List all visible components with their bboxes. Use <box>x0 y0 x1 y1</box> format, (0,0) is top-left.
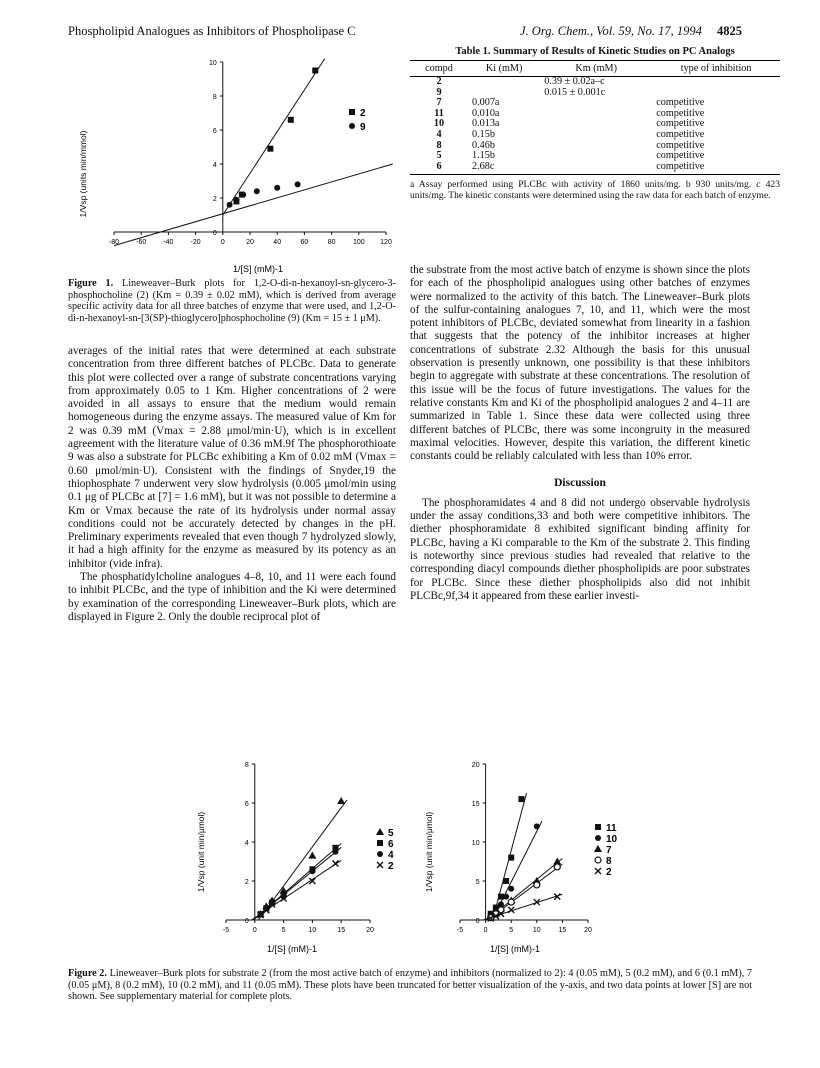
fig1-ylabel: 1/Vsp (units min/mmol) <box>78 130 88 218</box>
point-8 <box>508 899 514 905</box>
legend-label-8: 8 <box>606 856 612 867</box>
journal-citation: J. Org. Chem., Vol. 59, No. 17, 1994 <box>520 24 702 38</box>
cell-ki <box>468 77 540 88</box>
y-tick-label: 6 <box>244 801 249 808</box>
y-tick-label: 6 <box>212 128 217 135</box>
left-paragraph-2: The phosphatidylcholine analogues 4–8, 10, and 11 were each found to inhibit PLCBc, and the type of inhibition and the Ki were determined by examination of the corresponding Lineweaver–Burk plots, which are displayed in Figure 2. Only the double reciprocal plot of <box>68 571 396 623</box>
fig2a-ylabel: 1/Vsp (unit min/μmol) <box>196 811 206 893</box>
point-8 <box>534 882 540 888</box>
cell-type: competitive <box>656 118 705 130</box>
point-5 <box>308 852 316 859</box>
legend-marker-6 <box>377 840 383 846</box>
cell-compd: 8 <box>436 139 442 151</box>
point-9 <box>233 197 239 203</box>
figure-1-caption-text: Lineweaver–Burk plots for 1,2-O-di-n-hexanoyl-sn-glycero-3-phosphocholine (2) (Km = 0.39 ± 0.02 mM), which is derived from average specific activity data for all three batches of enzyme that were used, and 1,2-O-di-n-hexanoyl-sn-[3(SP)-thioglycero]phosphocholine (9) (Km = 15 ± 1 μM). <box>68 278 396 324</box>
cell-km <box>540 130 652 141</box>
legend-label-5: 5 <box>388 828 394 839</box>
point-4 <box>332 849 338 855</box>
legend-label-4: 4 <box>388 850 394 861</box>
table-row <box>410 119 780 130</box>
page-number: 4825 <box>717 24 742 38</box>
x-tick-label: 40 <box>273 239 282 246</box>
cell-ki: 0.010a <box>472 107 500 119</box>
right-paragraph-2: The phosphoramidates 4 and 8 did not undergo observable hydrolysis under the assay conditions,33 and both were competitive inhibitors. The diether phosphoramidate 8 exhibited significant binding affinity for PLCBc, having a Ki comparable to the Km of the substrate 2. This finding is noteworthy since previous studies had revealed that relative to the corresponding diacyl compounds diether phospholipids are poor substrates for PLCBc. Since these diether phospholipids also did not inhibit PLCBc,9f,34 it appeared from these earlier investi- <box>410 496 750 602</box>
point-2 <box>332 860 338 866</box>
table-row <box>410 162 780 175</box>
point-4 <box>309 868 315 874</box>
th-km: Km (mM) <box>540 61 652 77</box>
figure-1-label: Figure 1. <box>68 278 114 289</box>
x-tick-label: 0 <box>220 239 225 246</box>
x-tick-label: 60 <box>300 239 309 246</box>
table-row <box>410 130 780 141</box>
legend-marker-8 <box>595 857 601 863</box>
right-column <box>410 264 750 603</box>
x-tick-label: 0 <box>483 927 488 934</box>
y-tick-label: 15 <box>471 801 480 808</box>
x-tick-label: -80 <box>108 239 120 246</box>
figure-1-chart <box>68 44 408 276</box>
x-tick-label: 120 <box>380 239 392 246</box>
cell-type <box>652 77 780 88</box>
legend-marker-2 <box>377 862 383 868</box>
x-tick-label: 5 <box>509 927 514 934</box>
point-9 <box>274 185 280 191</box>
figure-2-label: Figure 2. <box>68 968 107 979</box>
cell-km: 0.39 ± 0.02a–c <box>544 76 605 87</box>
cell-km <box>540 98 652 109</box>
table-row <box>410 98 780 109</box>
legend-label-11: 11 <box>606 823 617 834</box>
x-tick-label: 20 <box>584 927 592 934</box>
legend-marker-5 <box>376 828 384 835</box>
cell-compd: 2 <box>436 76 442 87</box>
cell-type: competitive <box>656 97 705 109</box>
legend-label-2: 2 <box>388 861 394 872</box>
y-tick-label: 8 <box>212 94 217 101</box>
cell-type: competitive <box>656 150 705 162</box>
point-11 <box>508 855 514 861</box>
cell-type: competitive <box>656 139 705 151</box>
x-tick-label: -20 <box>190 239 201 246</box>
cell-compd: 5 <box>436 150 442 162</box>
left-paragraph-1: averages of the initial rates that were determined at each substrate concentration from three different batches of PLCBc. Data to generate this plot were collected over a range of substrate concentrations varying from approximately 0.05 to 1 Km. Higher concentrations of 2 were avoided in all assays to ensure that the medium would remain homogeneous during the enzyme assays. The measured value of Km for 2 was 0.39 mM (Vmax = 2.88 μmol/min·U), which is in excellent agreement with the literature value of 0.36 mM.9f The phosphorothioate 9 was also a substrate for PLCBc exhibiting a Km of 0.02 mM (Vmax = 0.60 μmol/min·U). Consistent with the findings of Snyder,19 the thiophosphate 7 underwent very slow hydrolysis (0.005 μmol/min using 0.1 μg of PLCBc at [7] = 1.6 mM), but it was not possible to determine a Km or Vmax because the rate of its hydrolysis under normal assay conditions could not be accurately detected by changes in the pH. Preliminary experiments revealed that even though 7 hydrolyzed slowly, it had a high affinity for the enzyme as measured by its potency as an inhibitor (vide infra). <box>68 345 396 570</box>
table-row <box>410 88 780 99</box>
cell-compd: 11 <box>434 107 444 119</box>
y-tick-label: 8 <box>244 762 249 769</box>
cell-km <box>540 151 652 162</box>
point-9 <box>254 188 260 194</box>
cell-compd: 10 <box>433 118 445 130</box>
x-tick-label: 10 <box>308 927 317 934</box>
cell-km <box>540 141 652 152</box>
y-tick-label: 4 <box>212 162 217 169</box>
legend-marker-4 <box>377 851 383 857</box>
point-9 <box>295 181 301 187</box>
kinetics-table <box>410 60 780 175</box>
legend-marker-10 <box>595 835 601 841</box>
cell-ki: 2.68c <box>468 162 540 175</box>
x-tick-label: 10 <box>532 927 541 934</box>
cell-km <box>540 119 652 130</box>
cell-type: competitive <box>656 128 705 140</box>
legend-label-7: 7 <box>606 845 612 856</box>
cell-ki: 0.013a <box>472 118 500 130</box>
x-tick-label: -5 <box>222 927 230 934</box>
series-line-2 <box>223 59 325 215</box>
legend-label-10: 10 <box>606 834 618 845</box>
table-row <box>410 77 780 88</box>
table-title: Table 1. Summary of Results of Kinetic Studies on PC Analogs <box>455 46 735 57</box>
cell-km <box>540 162 652 175</box>
fig2a-xlabel: 1/[S] (mM)-1 <box>266 944 318 954</box>
cell-compd: 9 <box>436 86 442 98</box>
fig2b-ylabel: 1/Vsp (unit min/μmol) <box>424 811 434 893</box>
y-tick-label: 2 <box>212 196 217 203</box>
legend-label-2: 2 <box>606 867 612 878</box>
legend-label-2: 2 <box>360 108 366 119</box>
figure-2-caption <box>68 968 752 1003</box>
legend-marker-2 <box>349 109 355 115</box>
th-ki: Ki (mM) <box>468 61 540 77</box>
cell-ki: 1.15b <box>472 150 495 162</box>
table-row <box>410 141 780 152</box>
point-10 <box>534 823 540 829</box>
y-tick-label: 4 <box>244 840 249 847</box>
y-tick-label: 20 <box>471 762 480 769</box>
point-10 <box>508 886 514 892</box>
cell-compd: 7 <box>436 97 442 109</box>
th-type: type of inhibition <box>652 61 780 77</box>
y-tick-label: 0 <box>244 918 249 925</box>
figure-2a-chart <box>192 752 410 957</box>
series-line-9 <box>114 164 393 246</box>
table-row <box>410 151 780 162</box>
x-tick-label: 15 <box>558 927 567 934</box>
x-tick-label: -40 <box>163 239 174 246</box>
x-tick-label: 5 <box>281 927 286 934</box>
point-2 <box>267 146 273 152</box>
cell-type: competitive <box>656 107 705 119</box>
cell-ki: 0.007a <box>472 97 500 109</box>
x-tick-label: 20 <box>366 927 374 934</box>
point-9 <box>227 202 233 208</box>
cell-compd: 4 <box>436 128 442 140</box>
cell-compd: 6 <box>410 162 468 175</box>
figure-2b-chart <box>420 752 650 957</box>
table-row <box>410 109 780 120</box>
figure-2-caption-text: Lineweaver–Burk plots for substrate 2 (from the most active batch of enzyme) and inhibitors (normalized to 2): 4 (0.05 mM), 5 (0.2 mM), and 6 (0.1 mM), 7 (0.05 μM), 8 (0.2 mM), 10 (0.2 mM), and 11 (0.05 mM). These plots have been truncated for better visualization of the y-axis, and two data points at lower [S] are not shown. See supplementary material for complete plots. <box>68 968 753 1003</box>
point-5 <box>337 797 345 804</box>
x-tick-label: -5 <box>456 927 464 934</box>
running-header-left: Phospholipid Analogues as Inhibitors of Phospholipase C <box>68 24 356 38</box>
right-paragraph-1: the substrate from the most active batch of enzyme is shown since the plots for each of the phospholipid analogues using other batches of enzymes were normalized to the activity of this batch. The Lineweaver–Burk plots of the sulfur-containing analogues 7, 10, and 11, which were the most potent inhibitors of PLCBc, deviated somewhat from linearity in a fashion that suggests that the potency of the inhibitor increases at higher concentrations of substrate 2.32 Although the basis for this unusual observation is presently unknown, one possibility is that these inhibitors begin to aggregate with substrate at these concentrations. The resolution of this issue will be the focus of future investigations. The values for the relative constants Km and Ki of the phospholipid analogues 2 and 4–11 are summarized in Table 1. Since these data were collected using three different batches of PLCBc, there was some incongruity in the measured maximal velocities. However, despite this variation, the different kinetic constants could be reliably calculated with less than 10% error. <box>410 264 750 463</box>
legend-label-9: 9 <box>360 122 366 133</box>
point-10 <box>503 894 509 900</box>
point-2 <box>288 117 294 123</box>
legend-marker-11 <box>595 824 601 830</box>
legend-marker-7 <box>594 845 602 852</box>
table-1 <box>410 46 780 201</box>
x-tick-label: 0 <box>252 927 257 934</box>
x-tick-label: -60 <box>136 239 147 246</box>
y-tick-label: 2 <box>244 879 249 886</box>
discussion-heading: Discussion <box>554 477 606 490</box>
legend-label-6: 6 <box>388 839 394 850</box>
fig2b-xlabel: 1/[S] (mM)-1 <box>489 944 541 954</box>
y-tick-label: 0 <box>212 230 217 237</box>
cell-type: competitive <box>652 162 780 175</box>
x-tick-label: 80 <box>327 239 336 246</box>
cell-km <box>540 109 652 120</box>
y-tick-label: 10 <box>209 60 217 67</box>
left-column <box>68 345 396 624</box>
table-footnote: a Assay performed using PLCBc with activity of 1860 units/mg. b 930 units/mg. c 423 units/mg. The kinetic constants were determined using the raw data for each batch of enzyme. <box>410 179 780 202</box>
cell-ki: 0.46b <box>472 139 495 151</box>
figure-1-caption <box>68 278 396 324</box>
point-2 <box>312 68 318 74</box>
y-tick-label: 10 <box>471 840 480 847</box>
point-11 <box>518 796 524 802</box>
legend-marker-2 <box>595 868 601 874</box>
y-tick-label: 5 <box>475 879 480 886</box>
x-tick-label: 20 <box>246 239 254 246</box>
cell-km: 0.015 ± 0.001c <box>544 86 606 98</box>
legend-marker-9 <box>349 123 355 129</box>
point-11 <box>503 878 509 884</box>
cell-ki: 0.15b <box>472 128 495 140</box>
point-9 <box>240 192 246 198</box>
y-tick-label: 0 <box>475 918 480 925</box>
x-tick-label: 15 <box>337 927 346 934</box>
th-compd: compd <box>410 61 468 77</box>
point-8 <box>554 864 560 870</box>
x-tick-label: 100 <box>352 239 365 246</box>
fig1-xlabel: 1/[S] (mM)-1 <box>232 264 284 274</box>
